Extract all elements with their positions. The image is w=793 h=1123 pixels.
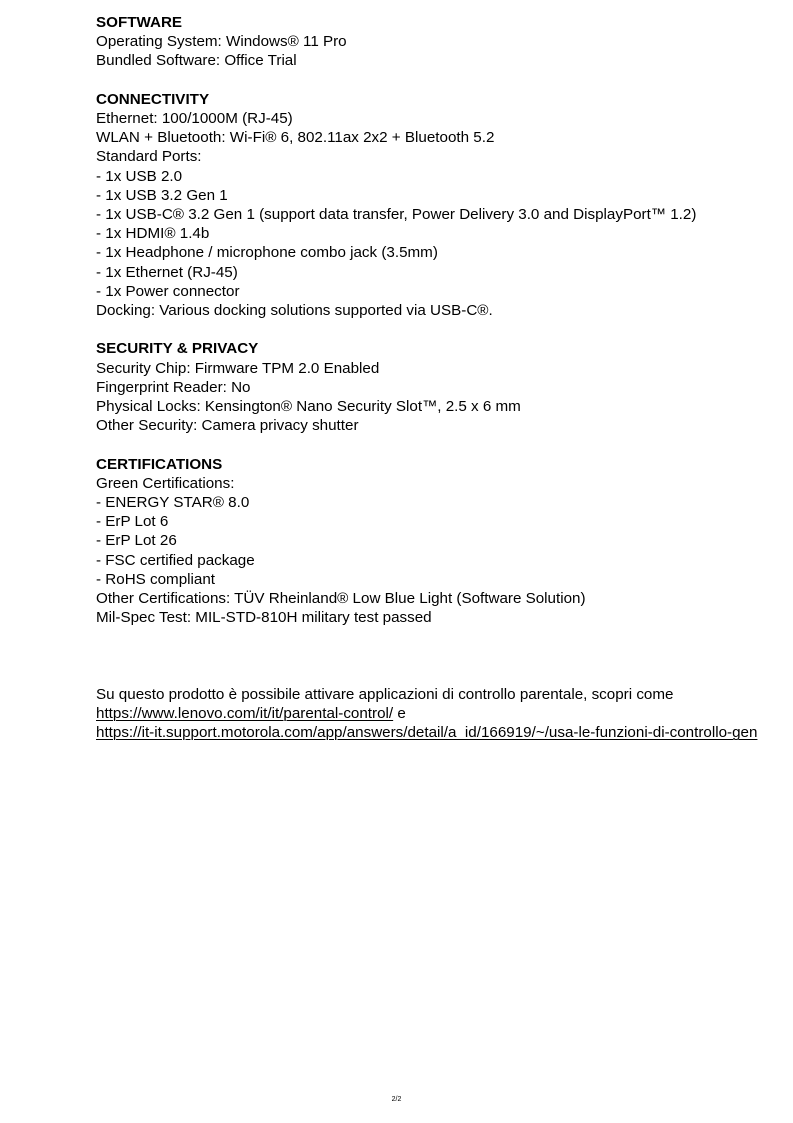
spec-line: Other Security: Camera privacy shutter — [96, 417, 359, 435]
spec-line: - 1x Headphone / microphone combo jack (3.5mm) — [96, 244, 438, 262]
spec-line: Operating System: Windows® 11 Pro — [96, 33, 347, 51]
parental-control-notice — [96, 685, 793, 743]
section-heading-software: SOFTWARE — [96, 14, 183, 31]
spec-line: Bundled Software: Office Trial — [96, 52, 297, 70]
section-certifications — [96, 455, 793, 628]
spec-line: - 1x HDMI® 1.4b — [96, 225, 210, 243]
spec-line: Physical Locks: Kensington® Nano Security Slot™, 2.5 x 6 mm — [96, 398, 521, 416]
section-heading-connectivity: CONNECTIVITY — [96, 90, 210, 108]
lenovo-parental-control-link[interactable]: https://www.lenovo.com/it/it/parental-control/ — [96, 705, 394, 723]
spec-line: - 1x USB 3.2 Gen 1 — [96, 186, 228, 204]
section-heading-certifications: CERTIFICATIONS — [96, 455, 223, 473]
section-software — [96, 13, 793, 71]
spec-line: Mil-Spec Test: MIL-STD-810H military test passed — [96, 609, 432, 627]
spec-line: - ENERGY STAR® 8.0 — [96, 494, 250, 512]
spec-line: Ethernet: 100/1000M (RJ-45) — [96, 110, 293, 127]
spec-line: Fingerprint Reader: No — [96, 378, 251, 396]
parental-link-row — [96, 704, 793, 723]
spec-line: Green Certifications: — [96, 474, 235, 492]
spec-line: - 1x USB-C® 3.2 Gen 1 (support data transfer, Power Delivery 3.0 and DisplayPort™ 1.2) — [96, 206, 697, 224]
section-security-privacy — [96, 339, 793, 435]
spec-document — [96, 13, 793, 743]
spec-line: - ErP Lot 6 — [96, 513, 169, 531]
spec-line: - 1x Power connector — [96, 282, 240, 300]
spec-line: - 1x USB 2.0 — [96, 167, 183, 185]
motorola-link-row — [96, 723, 793, 742]
link-connector: e — [393, 705, 406, 723]
spec-line: WLAN + Bluetooth: Wi-Fi® 6, 802.11ax 2x2 + Bluetooth 5.2 — [96, 129, 495, 147]
spec-line: - 1x Ethernet (RJ-45) — [96, 263, 238, 281]
spec-line: Other Certifications: TÜV Rheinland® Low Blue Light (Software Solution) — [96, 590, 586, 608]
page-number: 2/2 — [391, 1096, 402, 1103]
spec-line: Standard Ports: — [96, 148, 202, 166]
section-connectivity — [96, 90, 793, 320]
parental-control-text: Su questo prodotto è possibile attivare applicazioni di controllo parentale, scopri come — [96, 686, 674, 704]
spec-line: Docking: Various docking solutions supported via USB-C®. — [96, 302, 493, 320]
motorola-parental-control-link[interactable]: https://it-it.support.motorola.com/app/answers/detail/a_id/166919/~/usa-le-funzioni-di-controllo-gen — [96, 724, 758, 742]
spec-line: - RoHS compliant — [96, 570, 216, 588]
spec-line: Security Chip: Firmware TPM 2.0 Enabled — [96, 359, 380, 377]
section-heading-security-privacy: SECURITY & PRIVACY — [96, 340, 259, 358]
spec-line: - ErP Lot 26 — [96, 532, 177, 550]
spec-line: - FSC certified package — [96, 551, 255, 569]
